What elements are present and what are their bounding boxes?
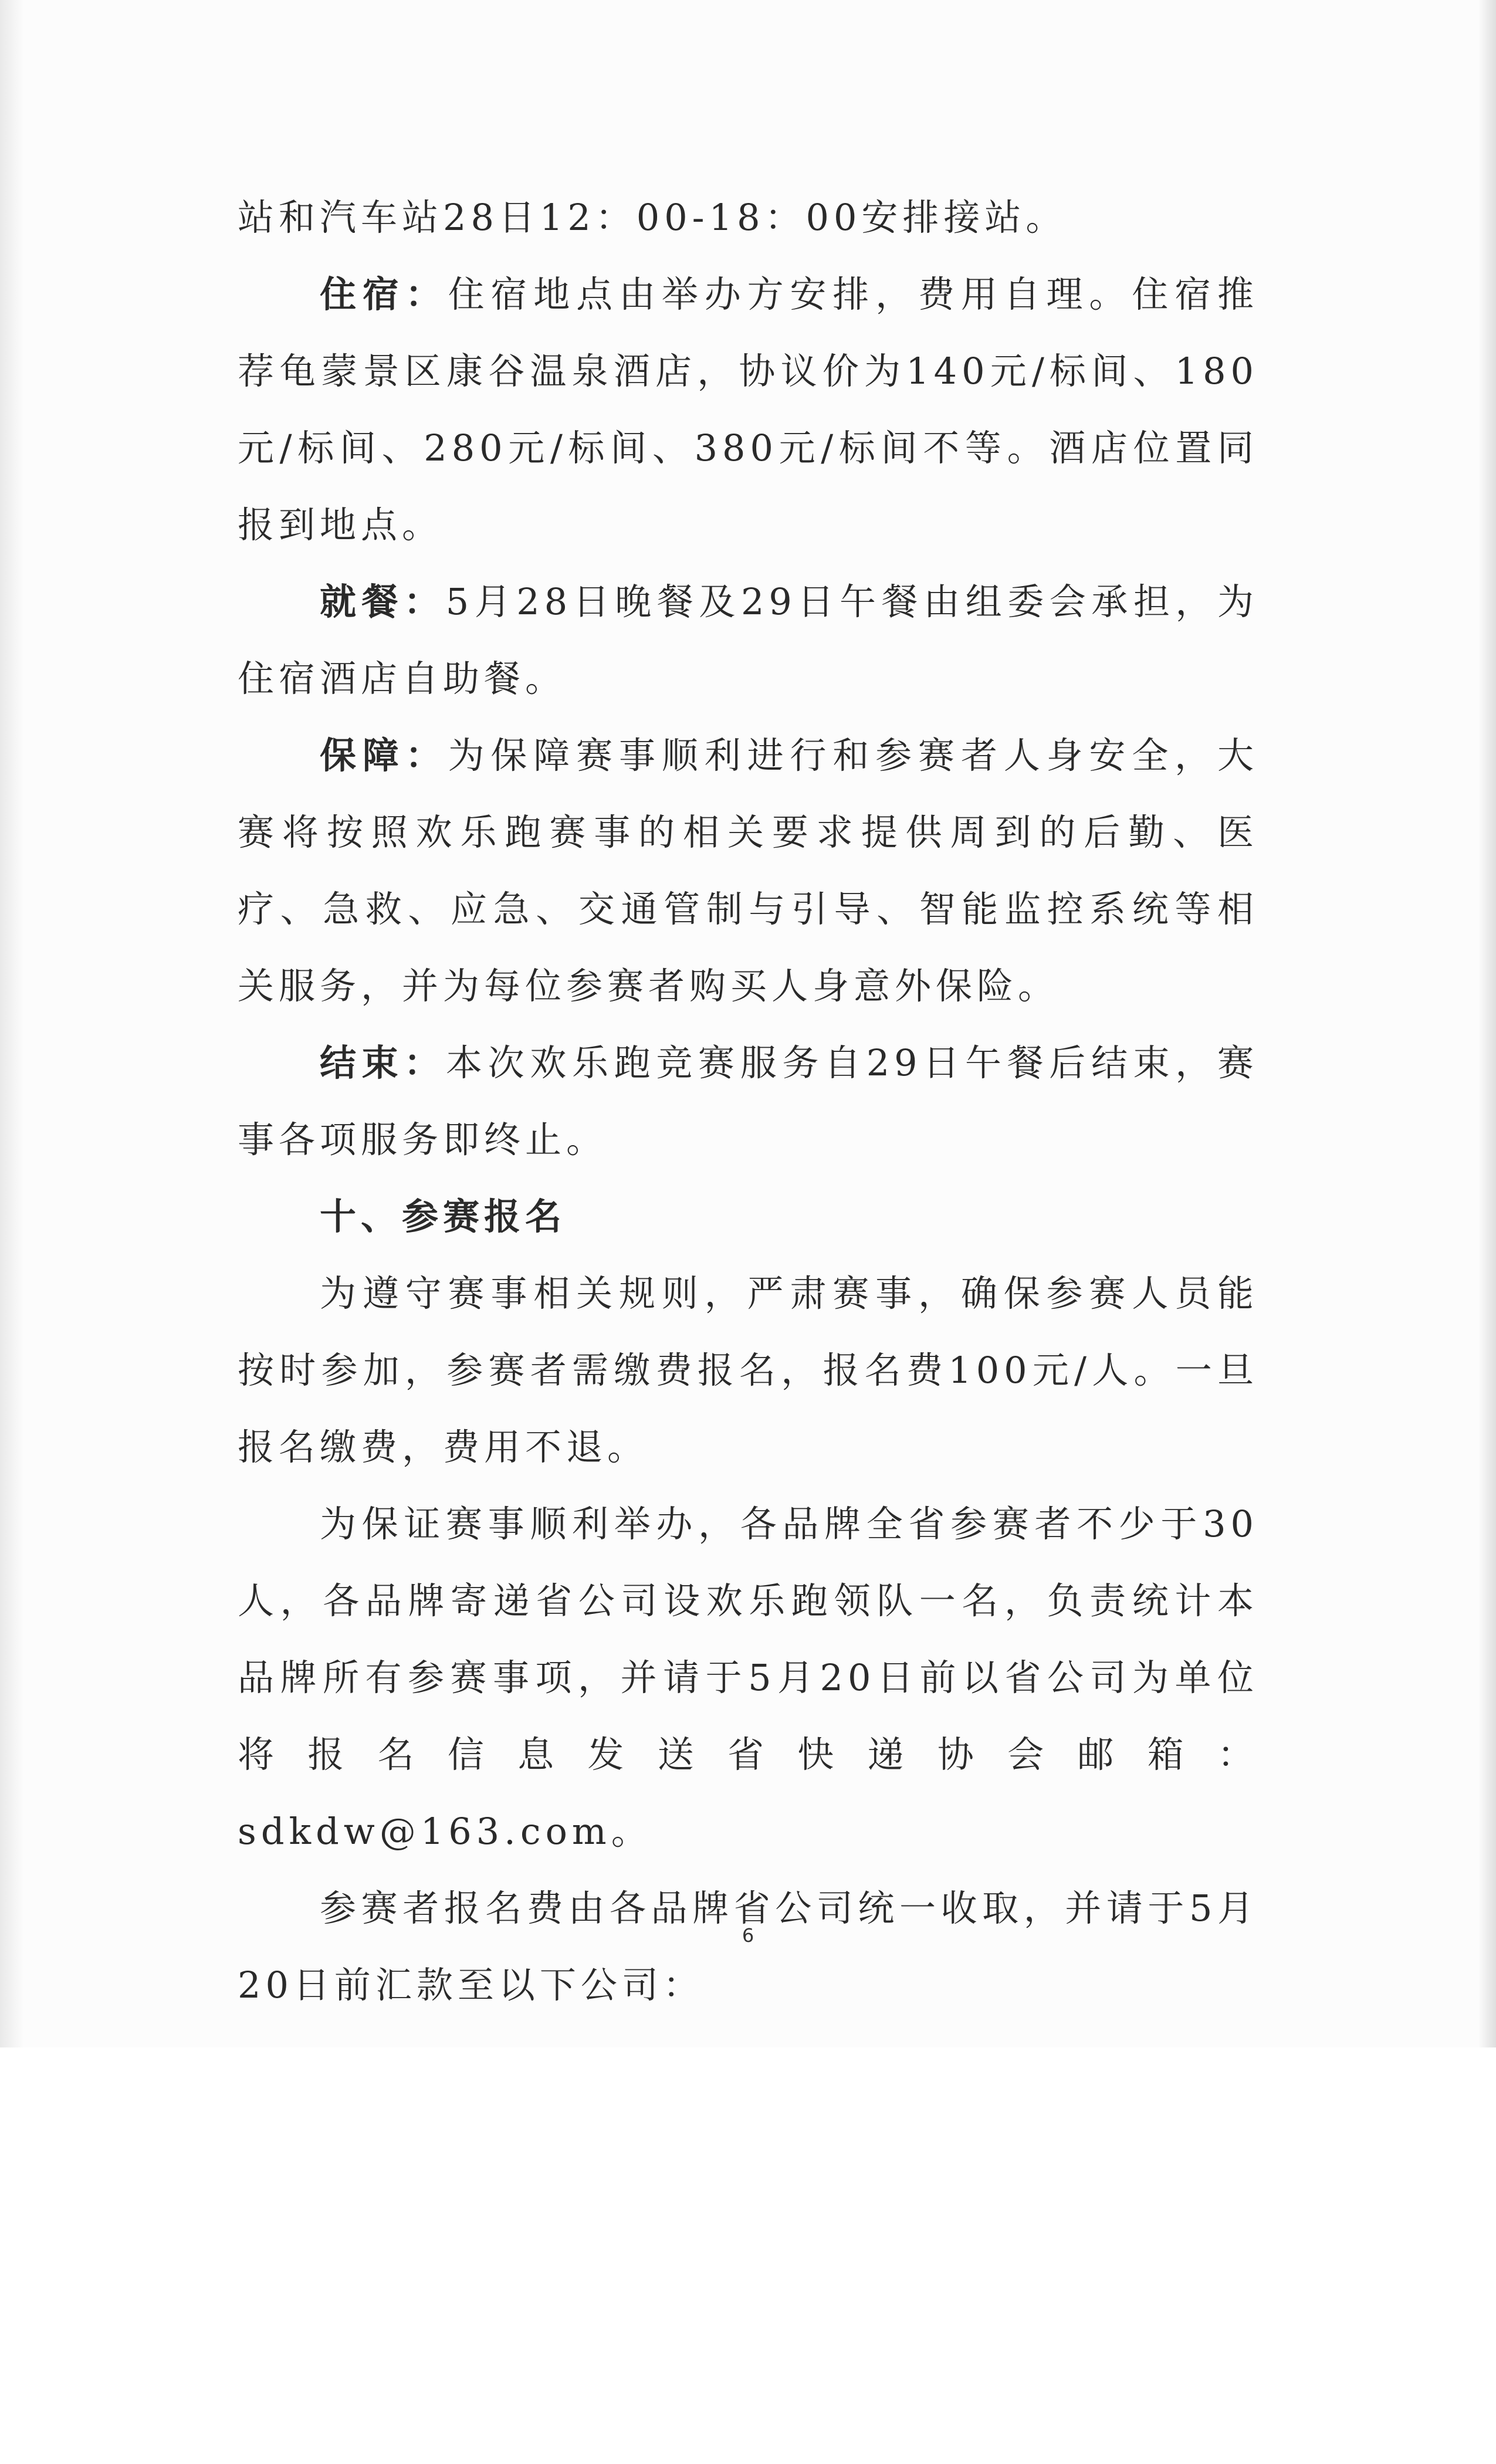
label-accommodation: 住宿： xyxy=(320,273,448,316)
paragraph-remittance: 参赛者报名费由各品牌省公司统一收取，并请于5月20日前汇款至以下公司： xyxy=(238,1887,1258,2006)
label-end: 结束： xyxy=(320,1041,446,1084)
scan-shadow-left xyxy=(0,0,23,2047)
paragraph-meals xyxy=(238,563,1258,717)
text-support: 为保障赛事顺利进行和参赛者人身安全，大赛将按照欢乐跑赛事的相关要求提供周到的后勤、医疗、急救、应急、交通管制与引导、智能监控系统等相关服务，并为每位参赛者购买人身意外保险。 xyxy=(238,734,1258,1007)
paragraph-registration-leader: 为保证赛事顺利举办，各品牌全省参赛者不少于30人，各品牌寄递省公司设欢乐跑领队一名，负责统计本品牌所有参赛事项，并请于5月20日前以省公司为单位将报名信息发送省快递协会邮箱：sdkdw@163.com。 xyxy=(238,1502,1258,1853)
paragraph-support xyxy=(238,717,1258,1024)
document-body xyxy=(238,179,1258,2023)
paragraph-registration-fee: 为遵守赛事相关规则，严肃赛事，确保参赛人员能按时参加，参赛者需缴费报名，报名费100元/人。一旦报名缴费，费用不退。 xyxy=(238,1272,1258,1468)
paragraph-accommodation xyxy=(238,256,1258,563)
label-support: 保障： xyxy=(320,734,448,777)
paragraph-end xyxy=(238,1024,1258,1178)
paragraph-pickup: 站和汽车站28日12：00-18：00安排接站。 xyxy=(238,196,1067,239)
label-meals: 就餐： xyxy=(320,580,446,623)
text-meals: 5月28日晚餐及29日午餐由组委会承担，为住宿酒店自助餐。 xyxy=(238,580,1258,700)
page-number: 6 xyxy=(742,1924,754,1947)
scan-shadow-right xyxy=(1478,0,1496,2047)
text-accommodation: 住宿地点由举办方安排，费用自理。住宿推荐龟蒙景区康谷温泉酒店，协议价为140元/标间、180元/标间、280元/标间、380元/标间不等。酒店位置同报到地点。 xyxy=(238,273,1258,546)
section-heading-registration: 十、参赛报名 xyxy=(320,1195,567,1238)
text-end: 本次欢乐跑竞赛服务自29日午餐后结束，赛事各项服务即终止。 xyxy=(238,1041,1258,1161)
